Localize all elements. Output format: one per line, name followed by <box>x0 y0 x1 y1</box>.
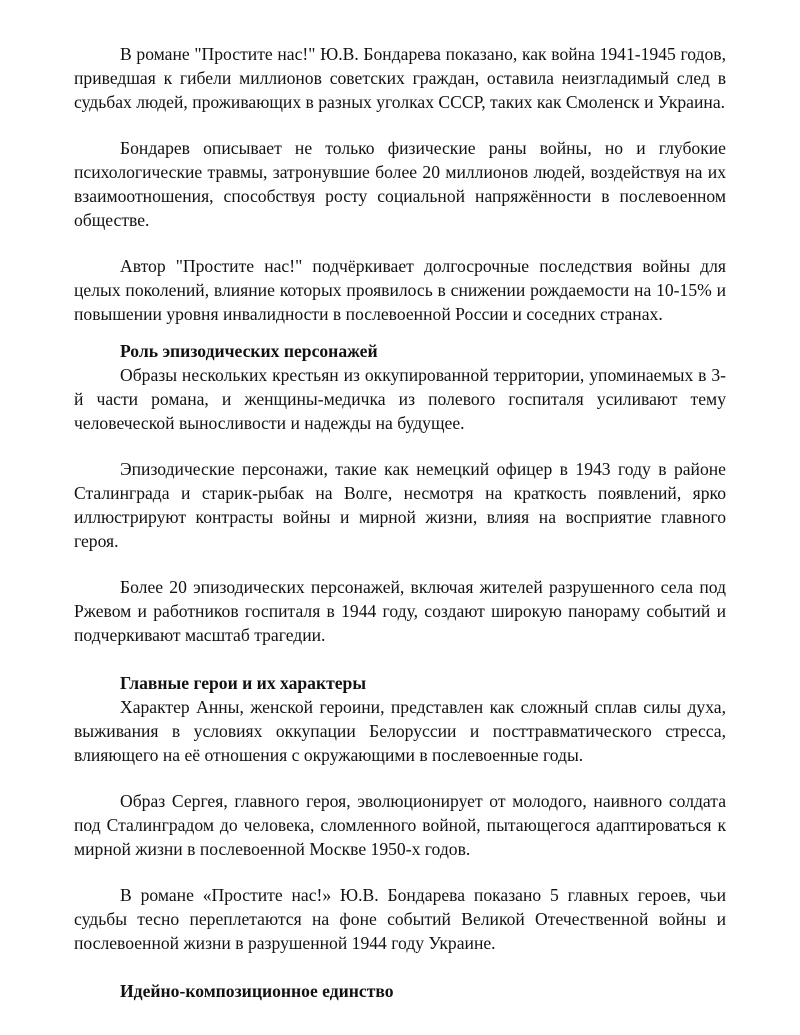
episodic-paragraph-3: Более 20 эпизодических персонажей, включая жителей разрушенного села под Ржевом и работников госпиталя в 1944 году, создают широкую панораму событий и подчеркивают масштаб трагедии. <box>74 577 726 645</box>
episodic-paragraph-1: Образы нескольких крестьян из оккупированной территории, упоминаемых в 3-й части романа, и женщины-медичка из полевого госпиталя усиливают тему человеческой выносливости и надежды на будущее. <box>74 365 726 433</box>
intro-paragraph-1: В романе "Простите нас!" Ю.В. Бондарева показано, как война 1941-1945 годов, приведшая к гибели миллионов советских граждан, оставила неизгладимый след в судьбах людей, проживающих в разных уголках СССР, таких как Смоленск и Украина. <box>74 44 726 112</box>
main-characters-paragraph-1: Характер Анны, женской героини, представлен как сложный сплав силы духа, выживания в условиях оккупации Белоруссии и посттравматического стресса, влияющего на её отношения с окружающими в послевоенные годы. <box>74 697 726 765</box>
intro-paragraph-3: Автор "Простите нас!" подчёркивает долгосрочные последствия войны для целых поколений, влияние которых проявилось в снижении рождаемости на 10-15% и повышении уровня инвалидности в послевоенной России и соседних странах. <box>74 256 726 324</box>
main-characters-paragraph-3: В романе «Простите нас!» Ю.В. Бондарева показано 5 главных героев, чьи судьбы тесно переплетаются на фоне событий Великой Отечественной войны и послевоенной жизни в разрушенной 1944 году Украине. <box>74 885 726 953</box>
episodic-paragraph-2: Эпизодические персонажи, такие как немецкий офицер в 1943 году в районе Сталинграда и старик-рыбак на Волге, несмотря на краткость появлений, ярко иллюстрируют контрасты войны и мирной жизни, влияя на восприятие главного героя. <box>74 459 726 551</box>
intro-paragraph-2: Бондарев описывает не только физические раны войны, но и глубокие психологические травмы, затронувшие более 20 миллионов людей, воздействуя на их взаимоотношения, способствуя росту социальной напряжённости в послевоенном обществе. <box>74 138 726 230</box>
section-heading-unity: Идейно-композиционное единство <box>120 981 394 1001</box>
main-characters-paragraph-2: Образ Сергея, главного героя, эволюционирует от молодого, наивного солдата под Сталинградом до человека, сломленного войной, пытающегося адаптироваться к мирной жизни в послевоенной Москве 1950-х годов. <box>74 791 726 859</box>
section-heading-main-characters: Главные герои и их характеры <box>120 673 367 693</box>
section-heading-episodic: Роль эпизодических персонажей <box>120 341 378 361</box>
